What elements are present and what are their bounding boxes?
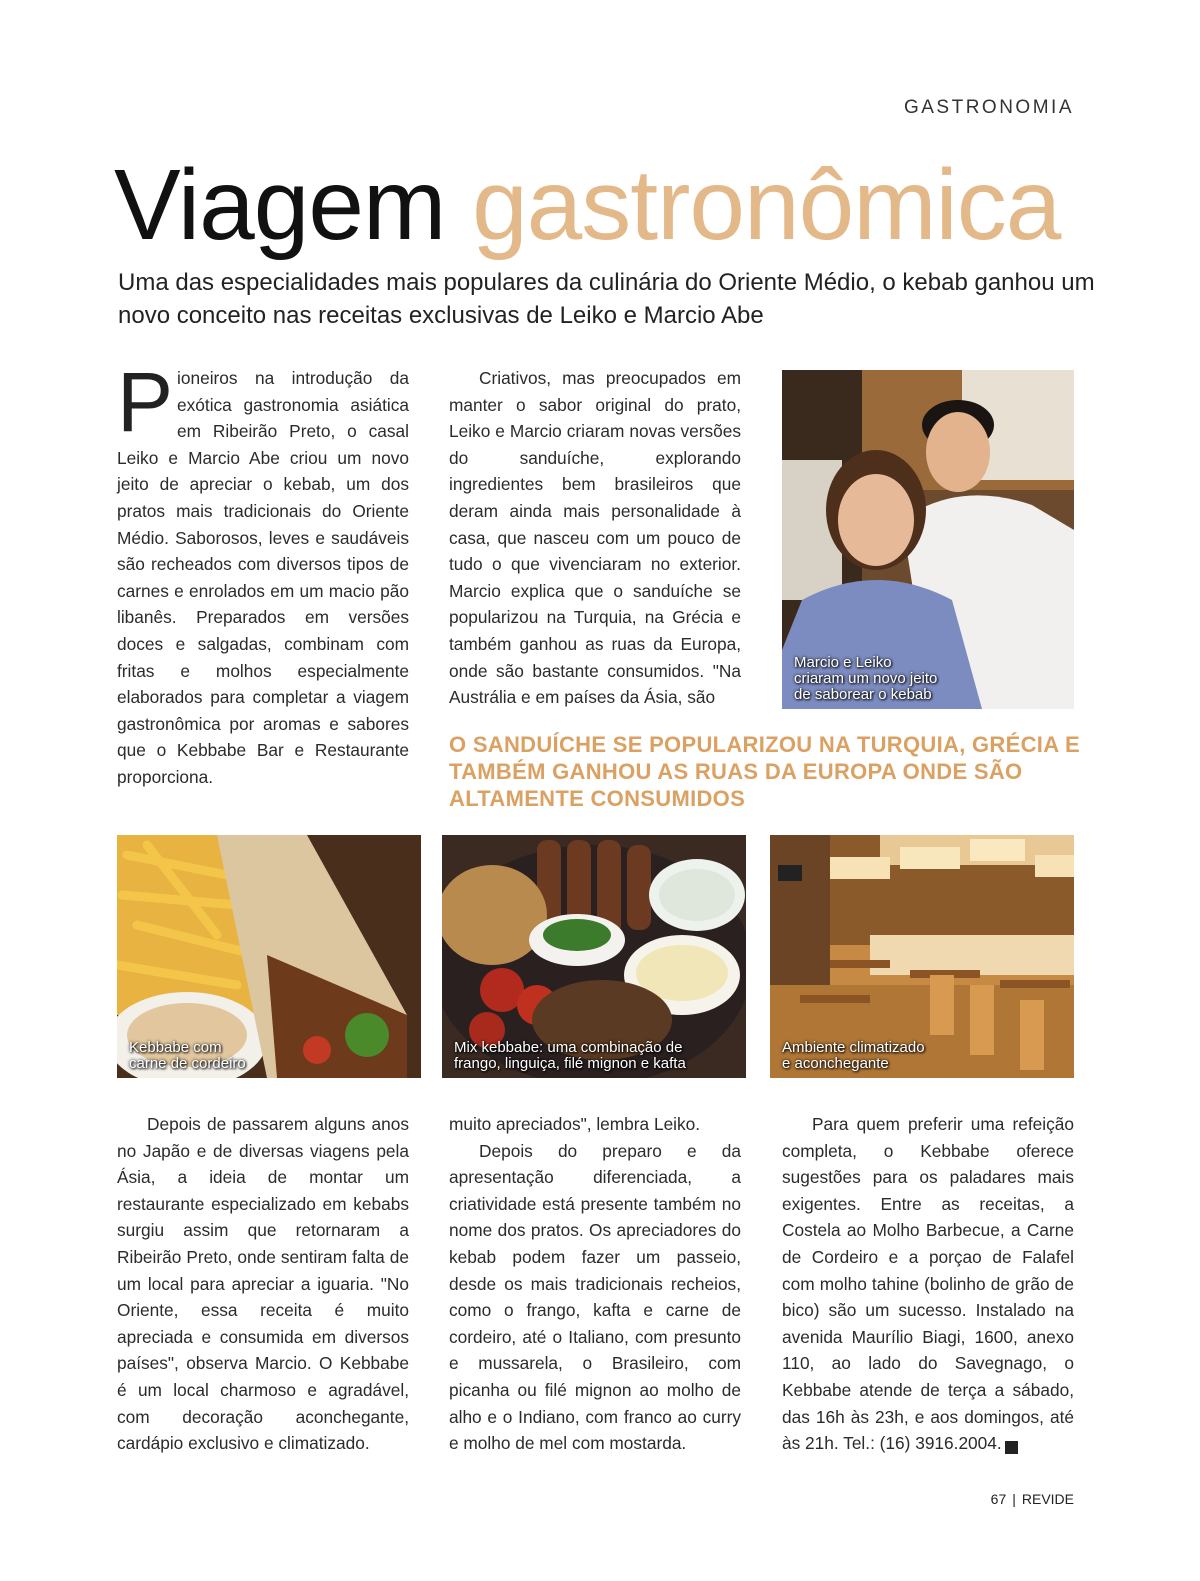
caption-line: Kebbabe com [129,1039,222,1056]
column-4-text-1: muito apreciados", lembra Leiko. [449,1114,701,1134]
pull-quote: O SANDUÍCHE SE POPULARIZOU NA TURQUIA, GRÉCIA E TAMBÉM GANHOU AS RUAS DA EUROPA ONDE SÃO ALTAMENTE CONSUMIDOS [449,732,1080,811]
subtitle: Uma das especialidades mais populares da culinária do Oriente Médio, o kebab ganhou um novo conceito nas receitas exclusivas de Leiko e Marcio Abe [118,269,1095,329]
column-3-text: Depois de passarem alguns anos no Japão e de diversas viagens pela Ásia, a ideia de montar um restaurante especializado em kebabs surgiu assim que retornaram a Ribeirão Preto, onde sentiram falta de um local para apreciar a iguaria. "No Oriente, essa receita é muito apreciada e consumida em diversos países", observa Marcio. O Kebbabe é um local charmoso e agradável, com decoração aconchegante, cardápio exclusivo e climatizado. [117,1114,409,1454]
article-column-5 [782,1111,1074,1457]
caption-line: Marcio e Leiko [794,654,892,671]
column-4-text-2: Depois do preparo e da apresentação diferenciada, a criatividade está presente também no nome dos pratos. Os apreciadores do kebab podem fazer um passeio, desde os mais tradicionais recheios, como o frango, kafta e carne de cordeiro, até o Italiano, com presunto e mussarela, o Brasileiro, com picanha ou filé mignon ao molho de alho e o Indiano, com franco ao curry e molho de mel com mostarda. [449,1140,741,1454]
caption-line: de saborear o kebab [794,686,932,703]
column-1-text: ioneiros na introdução da exótica gastronomia asiática em Ribeirão Preto, o casal Leiko e Marcio Abe criou um novo jeito de apreciar o kebab, um dos pratos mais tradicionais do Oriente Médio. Saborosos, leves e saudáveis são recheados com diversos tipos de carnes e enrolados em um macio pão libanês. Preparados em versões doces e salgadas, combinam com fritas e molhos especialmente elaborados para completar a viagem gastronômica por aromas e sabores que o Kebbabe Bar e Restaurante proporciona. [117,368,409,787]
column-5-paragraph [782,1111,1074,1457]
drop-cap: P [117,355,174,449]
photo-caption [129,1040,246,1072]
caption-line: Mix kebbabe: uma combinação de [454,1039,683,1056]
page-title [114,150,1060,260]
caption-line: criaram um novo jeito [794,670,938,687]
footer-separator: | [1012,1491,1016,1507]
caption-line: carne de cordeiro [129,1055,246,1072]
title-word-1: Viagem [114,149,446,261]
column-5-text: Para quem preferir uma refeição completa, o Kebbabe oferece sugestões para os paladares mais exigentes. Entre as receitas, a Costela ao Molho Barbecue, a Carne de Cordeiro e a porçao de Falafel com molho tahine (bolinho de grão de bico) são um sucesso. Instalado na avenida Maurílio Biagi, 1600, anexo 110, ao lado do Savegnago, o Kebbabe atende de terça a sábado, das 16h às 23h, e aos domingos, até às 21h. Tel.: (16) 3916.2004. [782,1114,1074,1454]
magazine-name: REVIDE [1021,1491,1074,1507]
title-word-2: gastronômica [472,149,1061,261]
caption-line: frango, linguiça, filé mignon e kafta [454,1055,686,1072]
photo-mix-kebbabe [442,835,746,1078]
caption-line: Ambiente climatizado [782,1039,925,1056]
photo-caption [794,655,937,703]
photo-restaurant-interior [770,835,1074,1078]
article-column-2 [449,365,741,711]
section-label: GASTRONOMIA [903,97,1074,118]
photo-couple [782,370,1074,709]
article-column-3 [117,1111,409,1457]
photo-kebab-wrap [117,835,421,1078]
photo-caption [782,1040,925,1072]
caption-line: e aconchegante [782,1055,889,1072]
article-column-4 [449,1111,741,1457]
page-footer [991,1491,1074,1507]
article-column-1 [117,355,409,791]
column-2-text: Criativos, mas preocupados em manter o sabor original do prato, Leiko e Marcio criaram novas versões do sanduíche, explorando ingredientes bem brasileiros que deram ainda mais personalidade à casa, que nasceu com um pouco de tudo o que vivenciaram no exterior. Marcio explica que o sanduíche se popularizou na Turquia, na Grécia e também ganhou as ruas da Europa, onde são bastante consumidos. "Na Austrália e em países da Ásia, são [449,368,741,708]
end-mark-icon: r [1005,1441,1018,1454]
page-number: 67 [990,1491,1007,1507]
photo-caption [454,1040,686,1072]
